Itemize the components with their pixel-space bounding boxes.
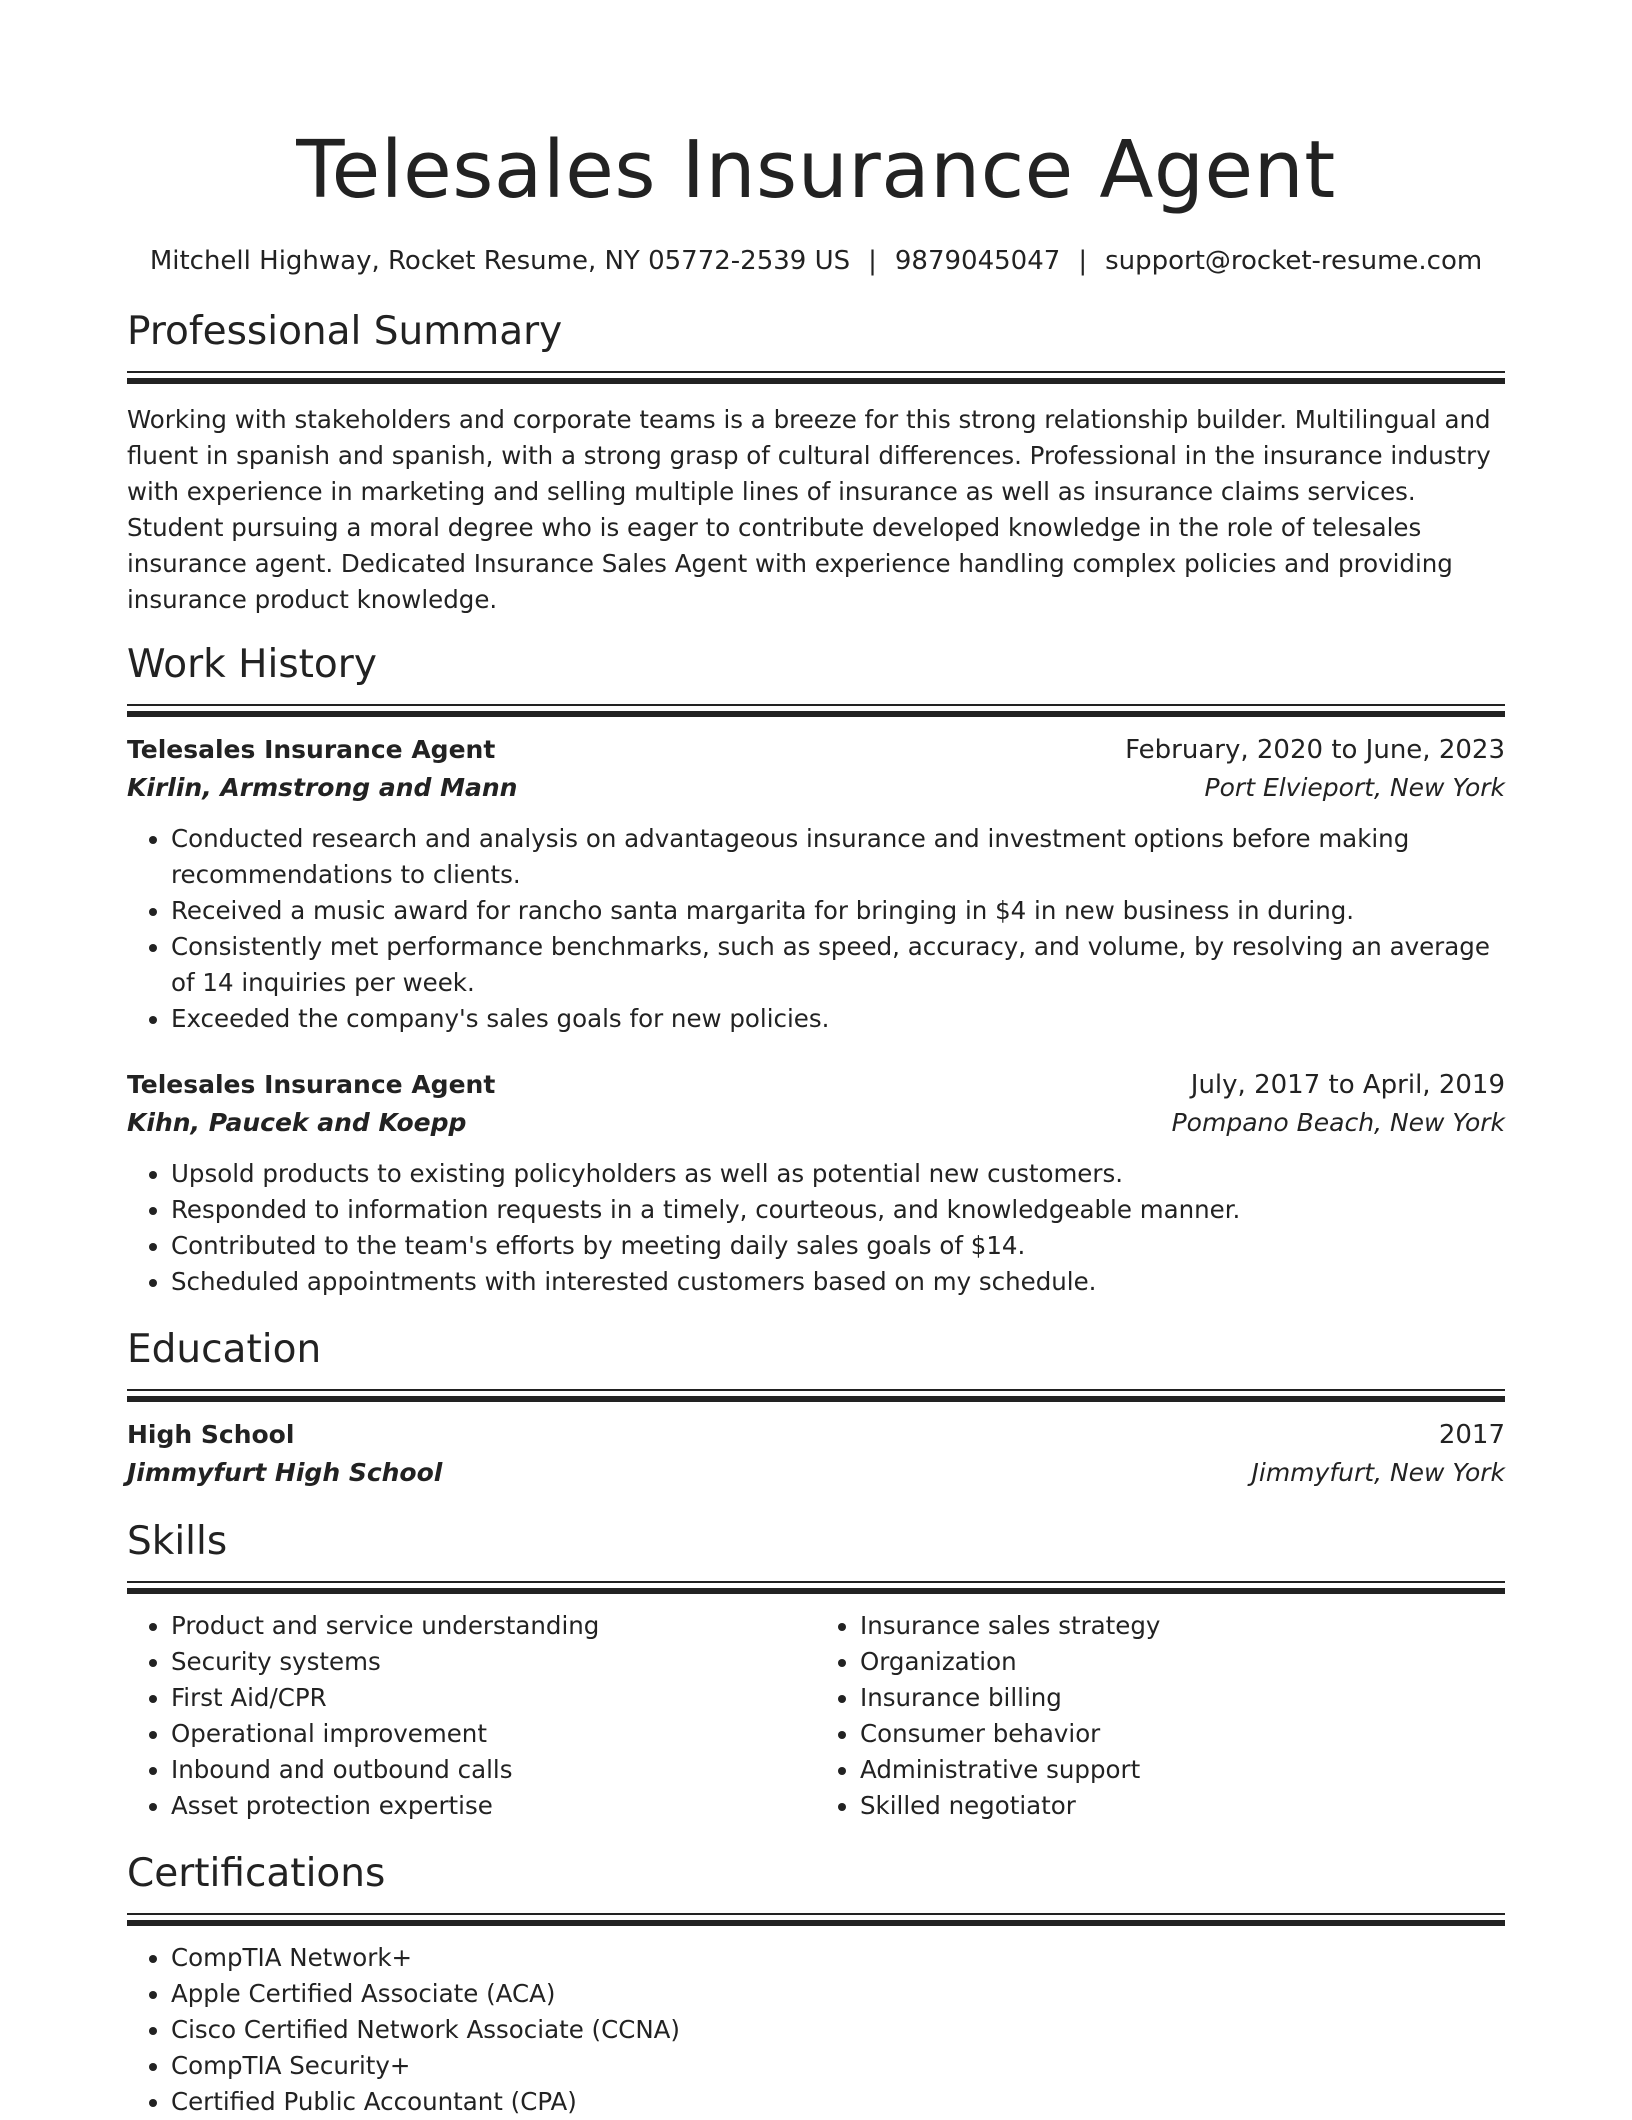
contact-line — [127, 244, 1505, 278]
contact-address: Mitchell Highway, Rocket Resume, NY 05772-2539 US — [149, 246, 851, 276]
certifications-section — [127, 1850, 1505, 2120]
list-item: • CompTIA Network+ — [171, 1940, 1505, 1976]
summary-section — [127, 308, 1505, 618]
list-item: • Asset protection expertise — [171, 1788, 816, 1824]
summary-text: Working with stakeholders and corporate teams is a breeze for this strong relationship builder. Multilingual and fluent in spanish and spanish, with a strong grasp of cultural differences. Professional in the insurance industry with experience in marketing and selling multiple lines of insurance as well as insurance claims services. Student pursuing a moral degree who is eager to contribute developed knowledge in the role of telesales insurance agent. Dedicated Insurance Sales Agent with experience handling complex policies and providing insurance product knowledge. — [127, 405, 1491, 614]
list-item: • Skilled negotiator — [860, 1788, 1505, 1824]
job-company: Kihn, Paucek and Koepp — [127, 1108, 467, 1137]
section-divider — [127, 1581, 1505, 1583]
resume-name: Telesales Insurance Agent — [296, 124, 1336, 216]
section-title-certifications: Certifications — [127, 1851, 386, 1896]
job-bullets — [127, 821, 1505, 1037]
section-title-work: Work History — [127, 642, 377, 687]
education-entry — [127, 1416, 1505, 1492]
list-item: • CompTIA Security+ — [171, 2048, 1505, 2084]
section-divider-thick — [127, 711, 1505, 717]
list-item: • Administrative support — [860, 1752, 1505, 1788]
list-item: • Responded to information requests in a timely, courteous, and knowledgeable manner. — [171, 1192, 1505, 1228]
list-item: • Insurance billing — [860, 1680, 1505, 1716]
list-item: • Contributed to the team's efforts by meeting daily sales goals of $14. — [171, 1228, 1505, 1264]
job-entry — [127, 1066, 1505, 1300]
skills-section — [127, 1518, 1505, 1824]
work-section — [127, 641, 1505, 1300]
skills-columns — [127, 1608, 1505, 1824]
section-divider — [127, 1389, 1505, 1391]
list-item: • Product and service understanding — [171, 1608, 816, 1644]
job-location: Port Elvieport, New York — [1204, 773, 1505, 802]
list-item: • First Aid/CPR — [171, 1680, 816, 1716]
list-item: • Consistently met performance benchmarks, such as speed, accuracy, and volume, by resolving an average of 14 inquiries per week. — [171, 929, 1505, 1001]
job-title: Telesales Insurance Agent — [127, 1070, 496, 1099]
education-degree: High School — [127, 1420, 295, 1449]
job-location: Pompano Beach, New York — [1171, 1108, 1505, 1137]
certifications-list — [127, 1940, 1505, 2120]
list-item: • Scheduled appointments with interested customers based on my schedule. — [171, 1264, 1505, 1300]
education-school: Jimmyfurt High School — [127, 1458, 443, 1487]
section-divider — [127, 1913, 1505, 1915]
education-year: 2017 — [1438, 1420, 1505, 1450]
skills-list-left — [127, 1608, 816, 1824]
list-item: • Certified Public Accountant (CPA) — [171, 2084, 1505, 2120]
list-item: • Organization — [860, 1644, 1505, 1680]
skills-list-right — [816, 1608, 1505, 1824]
list-item: • Received a music award for rancho santa margarita for bringing in $4 in new business in during. — [171, 893, 1505, 929]
list-item: • Insurance sales strategy — [860, 1608, 1505, 1644]
job-title: Telesales Insurance Agent — [127, 735, 496, 764]
section-divider-thick — [127, 1396, 1505, 1402]
list-item: • Exceeded the company's sales goals for new policies. — [171, 1001, 1505, 1037]
list-item: • Apple Certified Associate (ACA) — [171, 1976, 1505, 2012]
job-dates: July, 2017 to April, 2019 — [1190, 1070, 1505, 1100]
education-location: Jimmyfurt, New York — [1251, 1458, 1505, 1487]
list-item: • Upsold products to existing policyholders as well as potential new customers. — [171, 1156, 1505, 1192]
list-item: • Security systems — [171, 1644, 816, 1680]
education-section — [127, 1326, 1505, 1492]
section-divider — [127, 371, 1505, 373]
section-divider-thick — [127, 1920, 1505, 1926]
contact-email: support@rocket-resume.com — [1105, 246, 1483, 276]
job-entry — [127, 731, 1505, 1037]
job-bullets — [127, 1156, 1505, 1300]
job-dates: February, 2020 to June, 2023 — [1125, 735, 1505, 765]
section-title-summary: Professional Summary — [127, 309, 563, 354]
contact-separator: | — [868, 246, 877, 276]
list-item: • Operational improvement — [171, 1716, 816, 1752]
list-item: • Conducted research and analysis on advantageous insurance and investment options before making recommendations to clients. — [171, 821, 1505, 893]
contact-separator: | — [1078, 246, 1088, 276]
contact-phone: 9879045047 — [894, 246, 1061, 276]
list-item: • Cisco Certified Network Associate (CCNA) — [171, 2012, 1505, 2048]
list-item: • Consumer behavior — [860, 1716, 1505, 1752]
list-item: • Inbound and outbound calls — [171, 1752, 816, 1788]
section-title-skills: Skills — [127, 1519, 228, 1564]
section-divider-thick — [127, 378, 1505, 384]
section-divider — [127, 704, 1505, 706]
section-divider-thick — [127, 1588, 1505, 1594]
job-company: Kirlin, Armstrong and Mann — [127, 773, 518, 802]
section-title-education: Education — [127, 1327, 322, 1372]
